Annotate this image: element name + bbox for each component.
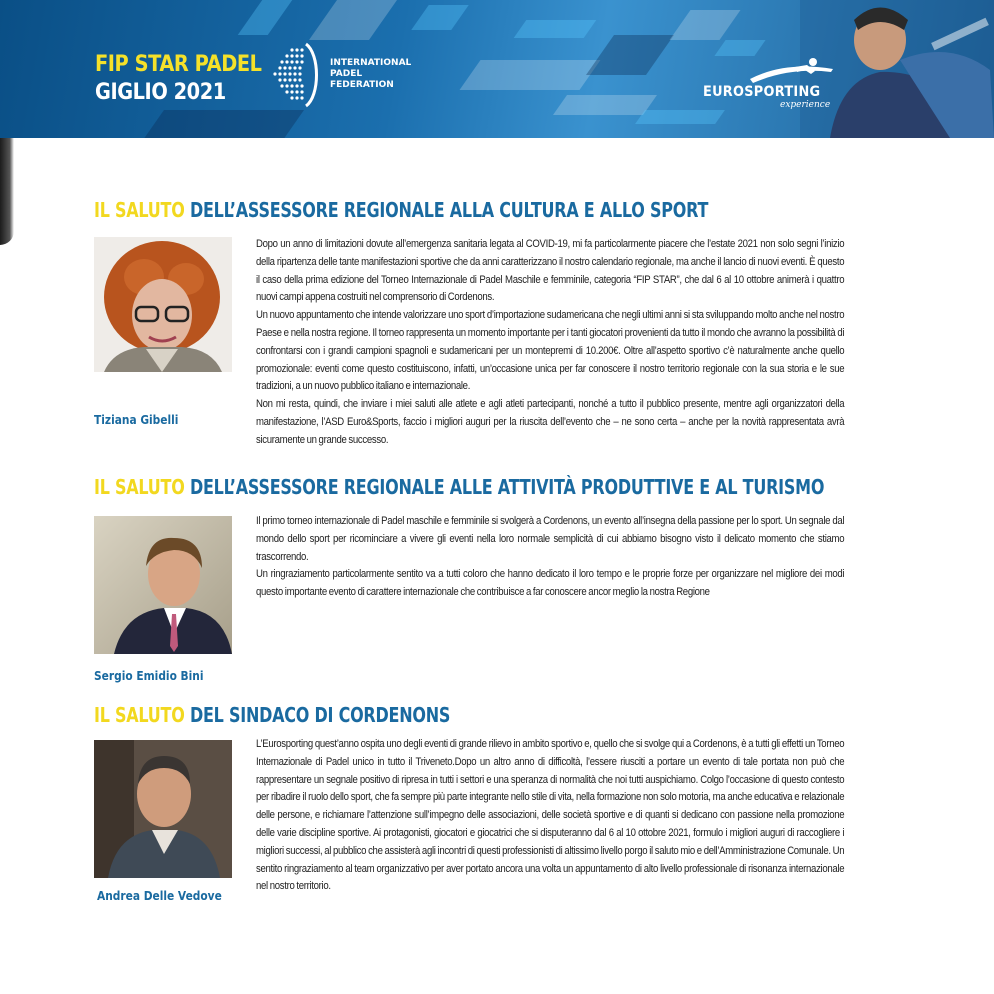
person-name: Tiziana Gibelli bbox=[94, 412, 179, 427]
paragraph: Non mi resta, quindi, che inviare i miei saluti alle atlete e agli atleti partecipanti, nonché a tutto il pubblico presente, mentre agli organizzatori della manifestazione, l’ASD Euro&Sports, faccio i migliori auguri per la riuscita dell’evento che – ne sono certa – anche per la novità rappresentata avrà sicuramente un grande successo. bbox=[256, 398, 845, 446]
sponsor-tagline: experience bbox=[780, 100, 831, 110]
portrait-tiziana-gibelli bbox=[94, 237, 232, 372]
portrait-sergio-emidio-bini bbox=[94, 516, 232, 654]
page-edge-shadow bbox=[0, 0, 12, 994]
fip-ball-logo-icon bbox=[270, 40, 320, 110]
portrait-andrea-delle-vedove bbox=[94, 740, 232, 878]
federation-name: INTERNATIONAL PADEL FEDERATION bbox=[330, 58, 412, 90]
paragraph: Il primo torneo internazionale di Padel maschile e femminile si svolgerà a Cordenons, un evento all’insegna della passione per lo sport. Un segnale dal mondo dello sport per ricominciare a vivere gli eventi nella loro normale semplicità di cui abbiamo bisogno visto il delicato momento che stiamo trascorrendo. bbox=[256, 515, 845, 563]
paragraph: Un nuovo appuntamento che intende valorizzare uno sport d’importazione sudamericana che negli ultimi anni si sta sviluppando molto anche nel nostro Paese e nella nostra regione. Il torneo rappresenta un momento importante per i tanti giocatori provenienti da tutto il mondo che avranno la possibilità di confrontarsi con i grandi campioni spagnoli e sudamericani per un montepremi di 10.200€. Oltre all’aspetto sportivo c’è naturalmente anche quello promozionale: eventi come questo costituiscono, infatti, un’occasione unica per far conoscere il nostro territorio regionale con la sua storia e le sue tradizioni, a un nuovo pubblico italiano e internazionale. bbox=[256, 309, 845, 393]
paragraph: Un ringraziamento particolarmente sentito va a tutti coloro che hanno dedicato il loro tempo e le proprie forze per organizzare nel migliore dei modi questo importante evento di carattere internazionale che contribuisce a far conoscere ancor meglio la nostra Regione bbox=[256, 568, 845, 599]
event-title-line1: FIP STAR PADEL bbox=[95, 52, 262, 77]
event-title-line2: GIGLIO 2021 bbox=[95, 80, 226, 105]
section-body bbox=[256, 736, 844, 896]
section-title-culture-sport: IL SALUTO DELL’ASSESSORE REGIONALE ALLA CULTURA E ALLO SPORT bbox=[94, 198, 709, 222]
sponsor-name: EUROSPORTING bbox=[703, 84, 821, 100]
paragraph: Dopo un anno di limitazioni dovute all’emergenza sanitaria legata al COVID-19, mi fa particolarmente piacere che l’estate 2021 non solo segni l’inizio della ripartenza delle tante manifestazioni sportive che da anni caratterizzano il nostro calendario regionale, ma anche il lancio di nuovi eventi. È questo il caso della prima edizione del Torneo Internazionale di Padel Maschile e femminile, categoria “FIP STAR”, che dal 6 al 10 ottobre animerà i quattro nuovi campi appena costruiti nel comprensorio di Cordenons. bbox=[256, 238, 845, 304]
eurosporting-runner-icon bbox=[745, 55, 835, 87]
person-name: Andrea Delle Vedove bbox=[97, 888, 222, 903]
section-title-mayor: IL SALUTO DEL SINDACO DI CORDENONS bbox=[94, 703, 451, 727]
person-name: Sergio Emidio Bini bbox=[94, 668, 204, 683]
section-title-productive-tourism: IL SALUTO DELL’ASSESSORE REGIONALE ALLE ATTIVITÀ PRODUTTIVE E AL TURISMO bbox=[94, 475, 825, 499]
section-body bbox=[256, 513, 844, 602]
section-body bbox=[256, 236, 844, 450]
paragraph: L’Eurosporting quest’anno ospita uno degli eventi di grande rilievo in ambito sportivo e, quello che si svolge qui a Cordenons, è a tutti gli effetti un Torneo Internazionale di Padel unico in tutto il Triveneto.Dopo un altro anno di difficoltà, l’essere riusciti a portare un evento di tale portata non può che rappresentare un segnale positivo di ripresa in tutti i settori e una speranza di normalità che noi tutti auspichiamo. Colgo l’occasione di questo contesto per ribadire il ruolo dello sport, che fa sempre più parte integrante nello stile di vita, nella formazione non solo motoria, ma anche educativa e relazionale delle persone, e richiamare l’attenzione sull’impegno delle associazioni, delle società sportive e di quanti si dedicano con passione nella promozione delle varie discipline sportive. Ai protagonisti, giocatori e giocatrici che si disputeranno dal 6 al 10 ottobre 2021, formulo i migliori auguri di raccogliere i migliori successi, al pubblico che assisterà agli incontri di questi professionisti di altissimo livello porgo il saluto mio e dell’Amministrazione Comunale. Un sentito ringraziamento al team organizzativo per aver portato ancora una volta un appuntamento di alto livello professionale di risonanza internazionale nel nostro territorio. bbox=[256, 738, 845, 893]
header-banner bbox=[0, 0, 994, 138]
